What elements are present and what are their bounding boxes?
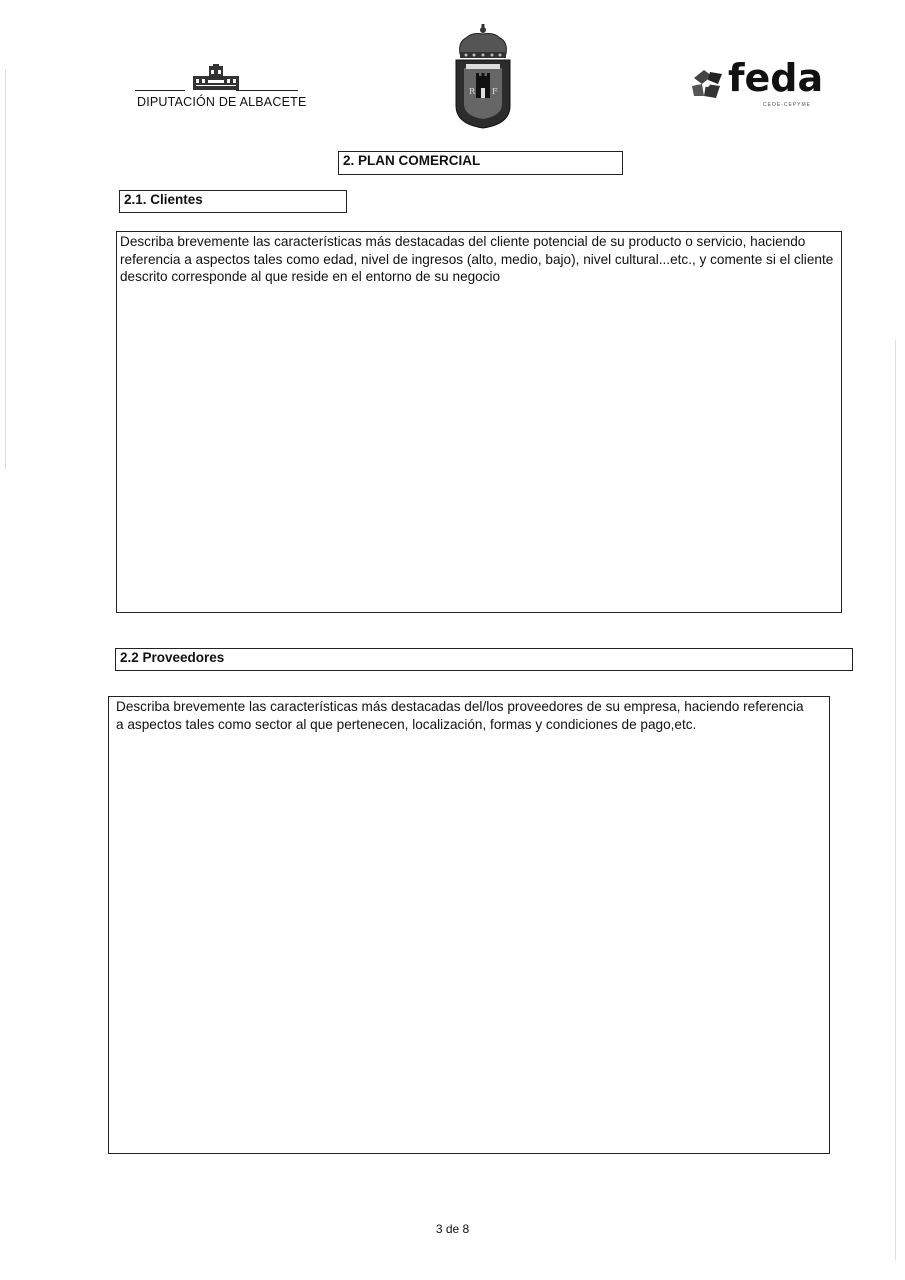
- feda-mark-icon: [690, 68, 726, 100]
- coat-of-arms-icon: [452, 24, 514, 130]
- clientes-text-area[interactable]: [116, 231, 842, 613]
- proveedores-heading: 2.2 Proveedores: [115, 648, 853, 671]
- proveedores-description: Describa brevemente las características más destacadas del/los proveedores de su empresa, haciendo referencia a aspectos tales como sector al que pertenecen, localización, formas y condiciones de pago,etc.: [116, 699, 804, 732]
- clientes-description: Describa brevemente las características más destacadas del cliente potencial de su producto o servicio, haciendo referencia a aspectos tales como edad, nivel de ingresos (alto, medio, bajo), nivel cultural...etc., y comente si el cliente descrito corresponde al que reside en el entorno de su negocio: [120, 234, 834, 284]
- feda-subtitle: CEOE-CEPYME: [763, 102, 811, 108]
- proveedores-text-area[interactable]: [108, 696, 830, 1154]
- svg-text:F: F: [492, 87, 498, 96]
- section-title: 2. PLAN COMERCIAL: [338, 151, 623, 175]
- svg-text:R: R: [469, 87, 476, 96]
- clientes-heading: 2.1. Clientes: [119, 190, 347, 213]
- diputacion-logo: [133, 60, 307, 110]
- page-number: 3 de 8: [435, 1222, 470, 1236]
- feda-logo: [690, 56, 824, 115]
- feda-wordmark: feda: [728, 56, 824, 100]
- logo-rule-left: [135, 90, 185, 91]
- building-icon: [191, 64, 241, 92]
- logo-rule-right: [236, 90, 298, 91]
- scan-edge-line: [895, 340, 896, 1260]
- diputacion-label: DIPUTACIÓN DE ALBACETE: [137, 95, 307, 109]
- scan-edge-line-left: [5, 70, 6, 470]
